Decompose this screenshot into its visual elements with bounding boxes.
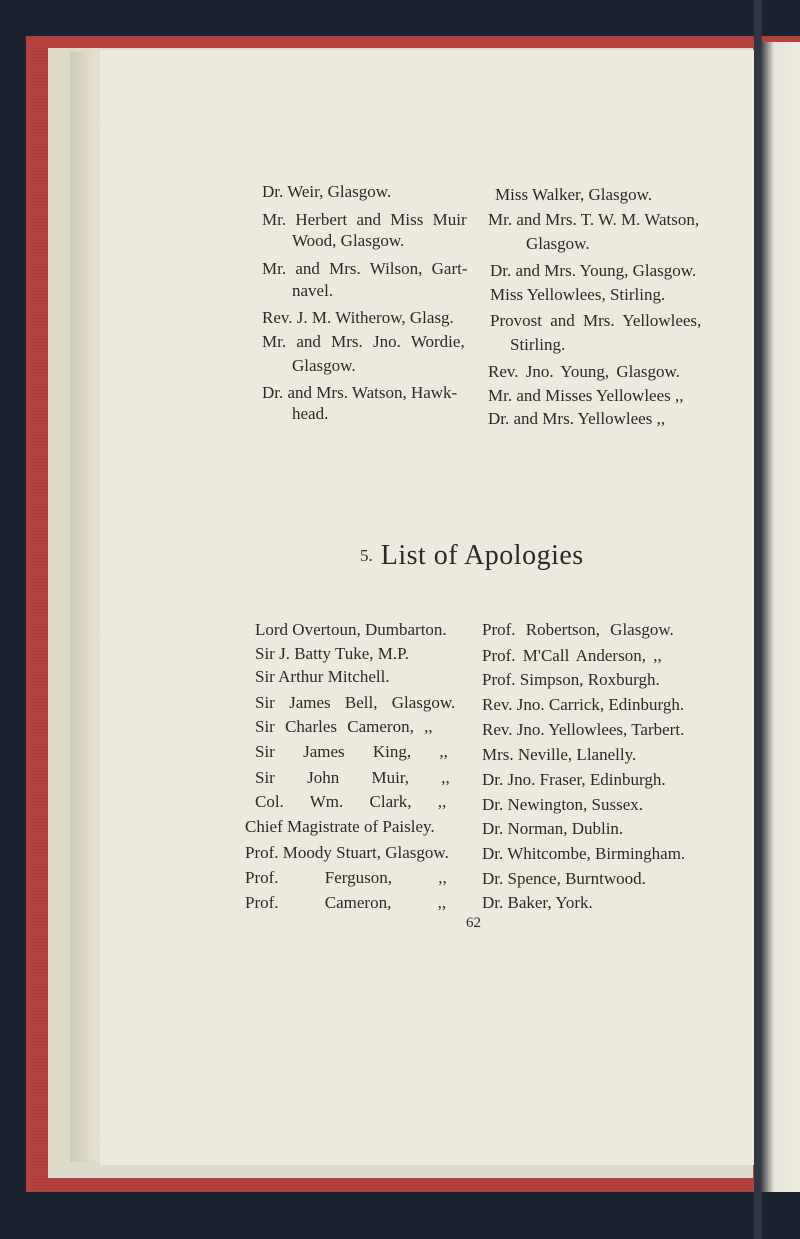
apology-entry: Sir James King, ,, [255,742,448,761]
apology-entry: Prof. Simpson, Roxburgh. [482,670,660,689]
section-title: List of Apologies [380,540,584,571]
apology-entry: Sir James Bell, Glasgow. [255,693,456,712]
attendance-entry: Glasgow. [292,356,356,375]
attendance-entry: Mr. and Misses Yellowlees ,, [488,386,684,405]
apology-entry: Dr. Whitcombe, Birmingham. [482,844,686,863]
apology-entry: Sir John Muir, ,, [255,768,450,787]
apology-entry: Dr. Norman, Dublin. [482,819,624,838]
apology-entry: Prof. Ferguson, ,, [245,868,447,887]
attendance-entry: Miss Walker, Glasgow. [495,185,653,204]
attendance-entry: Glasgow. [526,234,590,253]
attendance-entry: Wood, Glasgow. [292,231,405,250]
apology-entry: Chief Magistrate of Paisley. [245,817,435,836]
attendance-entry: Miss Yellowlees, Stirling. [490,285,666,304]
attendance-entry: navel. [292,281,334,300]
apology-entry: Dr. Jno. Fraser, Edinburgh. [482,770,666,789]
section-heading [360,540,584,572]
attendance-entry: Mr. and Mrs. Wilson, Gart- [262,259,468,278]
apology-entry: Prof. M'Call Anderson, ,, [482,646,662,665]
apology-entry: Prof. Cameron, ,, [245,893,447,912]
apology-entry: Dr. Baker, York. [482,893,593,912]
attendance-entry: Dr. and Mrs. Yellowlees ,, [488,409,666,428]
apology-entry: Prof. Moody Stuart, Glasgow. [245,843,449,862]
apology-entry: Prof. Robertson, Glasgow. [482,620,674,639]
apology-entry: Dr. Newington, Sussex. [482,795,644,814]
attendance-entry: Mr. Herbert and Miss Muir [262,210,467,229]
page-number: 62 [466,915,481,931]
attendance-entry: Dr. and Mrs. Young, Glasgow. [490,261,697,280]
facing-page-edge [760,42,800,1192]
section-number: 5. [360,546,373,565]
attendance-entry: Dr. Weir, Glasgow. [262,182,392,201]
attendance-entry: Rev. Jno. Young, Glasgow. [488,362,680,381]
attendance-entry: Rev. J. M. Witherow, Glasg. [262,308,454,327]
apology-entry: Col. Wm. Clark, ,, [255,792,447,811]
apology-entry: Mrs. Neville, Llanelly. [482,745,637,764]
attendance-entry: head. [292,404,329,423]
attendance-entry: Dr. and Mrs. Watson, Hawk- [262,383,458,402]
apology-entry: Dr. Spence, Burntwood. [482,869,646,888]
apology-entry: Lord Overtoun, Dumbarton. [255,620,447,639]
attendance-entry: Mr. and Mrs. Jno. Wordie, [262,332,465,351]
apology-entry: Sir Charles Cameron, ,, [255,717,433,736]
attendance-entry: Mr. and Mrs. T. W. M. Watson, [488,210,700,229]
apology-entry: Rev. Jno. Yellowlees, Tarbert. [482,720,685,739]
apology-entry: Sir Arthur Mitchell. [255,667,390,686]
apology-entry: Rev. Jno. Carrick, Edinburgh. [482,695,685,714]
apology-entry: Sir J. Batty Tuke, M.P. [255,644,409,663]
attendance-entry: Provost and Mrs. Yellowlees, [490,311,702,330]
attendance-entry: Stirling. [510,335,566,354]
